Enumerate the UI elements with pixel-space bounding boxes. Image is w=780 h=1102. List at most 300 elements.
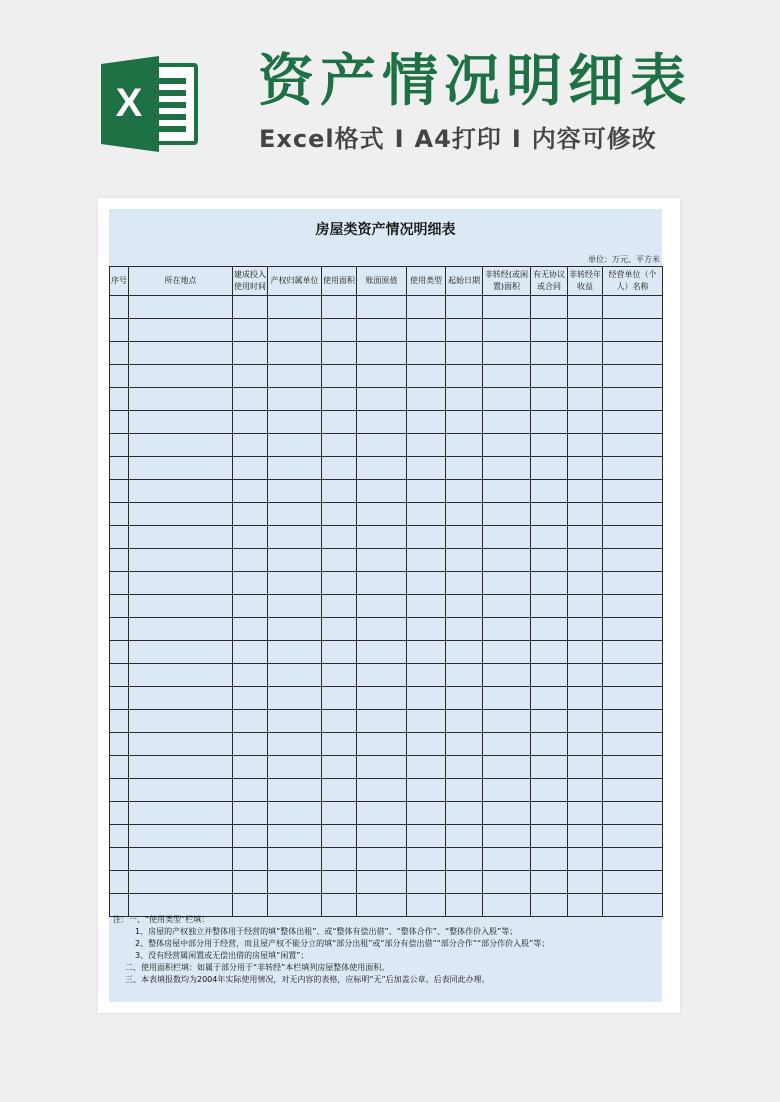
table-cell[interactable]: [407, 595, 446, 618]
table-cell[interactable]: [233, 871, 268, 894]
table-cell[interactable]: [129, 388, 233, 411]
table-cell[interactable]: [407, 848, 446, 871]
table-cell[interactable]: [110, 411, 129, 434]
table-cell[interactable]: [603, 549, 663, 572]
table-cell[interactable]: [531, 595, 568, 618]
table-cell[interactable]: [446, 549, 483, 572]
table-cell[interactable]: [568, 434, 603, 457]
table-cell[interactable]: [129, 503, 233, 526]
table-cell[interactable]: [483, 733, 531, 756]
table-cell[interactable]: [110, 871, 129, 894]
table-cell[interactable]: [483, 687, 531, 710]
table-cell[interactable]: [357, 434, 407, 457]
table-cell[interactable]: [531, 480, 568, 503]
table-cell[interactable]: [129, 549, 233, 572]
table-cell[interactable]: [446, 319, 483, 342]
table-cell[interactable]: [407, 526, 446, 549]
table-cell[interactable]: [483, 411, 531, 434]
table-cell[interactable]: [129, 871, 233, 894]
table-cell[interactable]: [268, 802, 322, 825]
table-cell[interactable]: [483, 595, 531, 618]
table-cell[interactable]: [268, 756, 322, 779]
table-cell[interactable]: [531, 802, 568, 825]
table-cell[interactable]: [268, 733, 322, 756]
table-cell[interactable]: [322, 687, 357, 710]
table-cell[interactable]: [603, 319, 663, 342]
table-cell[interactable]: [531, 641, 568, 664]
table-cell[interactable]: [407, 710, 446, 733]
table-cell[interactable]: [129, 618, 233, 641]
table-cell[interactable]: [446, 664, 483, 687]
table-cell[interactable]: [129, 319, 233, 342]
table-cell[interactable]: [357, 572, 407, 595]
table-cell[interactable]: [568, 572, 603, 595]
table-cell[interactable]: [322, 457, 357, 480]
table-cell[interactable]: [233, 572, 268, 595]
table-cell[interactable]: [446, 411, 483, 434]
table-cell[interactable]: [110, 296, 129, 319]
table-cell[interactable]: [233, 848, 268, 871]
table-cell[interactable]: [568, 411, 603, 434]
table-cell[interactable]: [407, 756, 446, 779]
table-cell[interactable]: [322, 411, 357, 434]
table-cell[interactable]: [407, 664, 446, 687]
table-cell[interactable]: [322, 549, 357, 572]
table-cell[interactable]: [603, 871, 663, 894]
table-cell[interactable]: [603, 365, 663, 388]
table-cell[interactable]: [129, 802, 233, 825]
table-cell[interactable]: [110, 618, 129, 641]
table-cell[interactable]: [603, 342, 663, 365]
table-cell[interactable]: [483, 296, 531, 319]
table-cell[interactable]: [483, 802, 531, 825]
table-cell[interactable]: [446, 802, 483, 825]
table-cell[interactable]: [357, 365, 407, 388]
table-cell[interactable]: [568, 319, 603, 342]
table-cell[interactable]: [357, 411, 407, 434]
table-cell[interactable]: [110, 480, 129, 503]
table-cell[interactable]: [322, 342, 357, 365]
table-cell[interactable]: [407, 411, 446, 434]
table-cell[interactable]: [110, 595, 129, 618]
table-cell[interactable]: [268, 710, 322, 733]
table-cell[interactable]: [483, 871, 531, 894]
table-cell[interactable]: [531, 779, 568, 802]
table-cell[interactable]: [446, 848, 483, 871]
table-cell[interactable]: [322, 365, 357, 388]
table-cell[interactable]: [233, 825, 268, 848]
table-cell[interactable]: [531, 710, 568, 733]
table-cell[interactable]: [110, 319, 129, 342]
table-cell[interactable]: [322, 871, 357, 894]
table-cell[interactable]: [603, 572, 663, 595]
table-cell[interactable]: [357, 641, 407, 664]
table-cell[interactable]: [268, 411, 322, 434]
table-cell[interactable]: [357, 457, 407, 480]
table-cell[interactable]: [110, 365, 129, 388]
table-cell[interactable]: [268, 641, 322, 664]
table-cell[interactable]: [129, 687, 233, 710]
table-cell[interactable]: [446, 641, 483, 664]
table-cell[interactable]: [129, 779, 233, 802]
table-cell[interactable]: [446, 595, 483, 618]
table-cell[interactable]: [483, 319, 531, 342]
table-cell[interactable]: [446, 296, 483, 319]
table-cell[interactable]: [233, 664, 268, 687]
table-cell[interactable]: [268, 572, 322, 595]
table-cell[interactable]: [407, 802, 446, 825]
table-cell[interactable]: [407, 457, 446, 480]
table-cell[interactable]: [357, 779, 407, 802]
table-cell[interactable]: [322, 825, 357, 848]
table-cell[interactable]: [322, 572, 357, 595]
table-cell[interactable]: [603, 503, 663, 526]
table-cell[interactable]: [531, 503, 568, 526]
table-cell[interactable]: [268, 319, 322, 342]
table-cell[interactable]: [110, 641, 129, 664]
table-cell[interactable]: [129, 572, 233, 595]
table-cell[interactable]: [357, 319, 407, 342]
table-cell[interactable]: [129, 457, 233, 480]
table-cell[interactable]: [233, 687, 268, 710]
table-cell[interactable]: [110, 779, 129, 802]
table-cell[interactable]: [446, 825, 483, 848]
table-cell[interactable]: [129, 411, 233, 434]
table-cell[interactable]: [407, 779, 446, 802]
table-cell[interactable]: [407, 480, 446, 503]
table-cell[interactable]: [357, 687, 407, 710]
table-cell[interactable]: [233, 480, 268, 503]
table-cell[interactable]: [568, 480, 603, 503]
table-cell[interactable]: [568, 710, 603, 733]
table-cell[interactable]: [603, 595, 663, 618]
table-cell[interactable]: [407, 503, 446, 526]
table-cell[interactable]: [603, 825, 663, 848]
table-cell[interactable]: [531, 457, 568, 480]
table-cell[interactable]: [110, 710, 129, 733]
table-cell[interactable]: [268, 388, 322, 411]
table-cell[interactable]: [322, 526, 357, 549]
table-cell[interactable]: [233, 434, 268, 457]
table-cell[interactable]: [322, 595, 357, 618]
table-cell[interactable]: [268, 434, 322, 457]
table-cell[interactable]: [233, 733, 268, 756]
table-cell[interactable]: [268, 825, 322, 848]
table-cell[interactable]: [446, 779, 483, 802]
table-cell[interactable]: [483, 503, 531, 526]
table-cell[interactable]: [322, 480, 357, 503]
table-cell[interactable]: [357, 871, 407, 894]
table-cell[interactable]: [407, 733, 446, 756]
table-cell[interactable]: [407, 572, 446, 595]
table-cell[interactable]: [357, 549, 407, 572]
table-cell[interactable]: [446, 503, 483, 526]
table-cell[interactable]: [357, 618, 407, 641]
table-cell[interactable]: [233, 641, 268, 664]
table-cell[interactable]: [407, 434, 446, 457]
table-cell[interactable]: [483, 618, 531, 641]
table-cell[interactable]: [483, 457, 531, 480]
table-cell[interactable]: [568, 296, 603, 319]
table-cell[interactable]: [129, 848, 233, 871]
table-cell[interactable]: [129, 641, 233, 664]
table-cell[interactable]: [603, 641, 663, 664]
table-cell[interactable]: [129, 342, 233, 365]
table-cell[interactable]: [110, 687, 129, 710]
table-cell[interactable]: [568, 825, 603, 848]
table-cell[interactable]: [446, 342, 483, 365]
table-cell[interactable]: [407, 825, 446, 848]
table-cell[interactable]: [110, 572, 129, 595]
table-cell[interactable]: [603, 296, 663, 319]
table-cell[interactable]: [322, 434, 357, 457]
table-cell[interactable]: [129, 365, 233, 388]
table-cell[interactable]: [483, 572, 531, 595]
table-cell[interactable]: [322, 319, 357, 342]
table-cell[interactable]: [483, 388, 531, 411]
table-cell[interactable]: [322, 664, 357, 687]
table-cell[interactable]: [531, 549, 568, 572]
table-cell[interactable]: [129, 296, 233, 319]
table-cell[interactable]: [129, 756, 233, 779]
table-cell[interactable]: [268, 296, 322, 319]
table-cell[interactable]: [357, 595, 407, 618]
table-cell[interactable]: [322, 296, 357, 319]
table-cell[interactable]: [531, 848, 568, 871]
table-cell[interactable]: [531, 664, 568, 687]
table-cell[interactable]: [268, 595, 322, 618]
table-cell[interactable]: [357, 526, 407, 549]
table-cell[interactable]: [446, 365, 483, 388]
table-cell[interactable]: [568, 641, 603, 664]
table-cell[interactable]: [603, 848, 663, 871]
table-cell[interactable]: [407, 319, 446, 342]
table-cell[interactable]: [531, 342, 568, 365]
table-cell[interactable]: [129, 664, 233, 687]
table-cell[interactable]: [603, 733, 663, 756]
table-cell[interactable]: [603, 434, 663, 457]
table-cell[interactable]: [568, 802, 603, 825]
table-cell[interactable]: [233, 388, 268, 411]
table-cell[interactable]: [322, 733, 357, 756]
table-cell[interactable]: [357, 710, 407, 733]
table-cell[interactable]: [568, 756, 603, 779]
table-cell[interactable]: [357, 388, 407, 411]
table-cell[interactable]: [603, 457, 663, 480]
table-cell[interactable]: [603, 526, 663, 549]
table-cell[interactable]: [531, 618, 568, 641]
table-cell[interactable]: [483, 365, 531, 388]
table-cell[interactable]: [233, 296, 268, 319]
table-cell[interactable]: [357, 480, 407, 503]
table-cell[interactable]: [322, 503, 357, 526]
table-cell[interactable]: [407, 342, 446, 365]
table-cell[interactable]: [268, 342, 322, 365]
table-cell[interactable]: [568, 848, 603, 871]
table-cell[interactable]: [483, 710, 531, 733]
table-cell[interactable]: [322, 641, 357, 664]
table-cell[interactable]: [268, 503, 322, 526]
table-cell[interactable]: [110, 802, 129, 825]
table-cell[interactable]: [357, 342, 407, 365]
table-cell[interactable]: [407, 618, 446, 641]
table-cell[interactable]: [603, 710, 663, 733]
table-cell[interactable]: [233, 779, 268, 802]
table-cell[interactable]: [568, 503, 603, 526]
table-cell[interactable]: [483, 526, 531, 549]
table-cell[interactable]: [531, 388, 568, 411]
table-cell[interactable]: [110, 342, 129, 365]
table-cell[interactable]: [603, 480, 663, 503]
table-cell[interactable]: [110, 526, 129, 549]
table-cell[interactable]: [568, 687, 603, 710]
table-cell[interactable]: [268, 848, 322, 871]
table-cell[interactable]: [446, 434, 483, 457]
table-cell[interactable]: [531, 687, 568, 710]
table-cell[interactable]: [568, 342, 603, 365]
table-cell[interactable]: [531, 733, 568, 756]
table-cell[interactable]: [531, 756, 568, 779]
table-cell[interactable]: [568, 457, 603, 480]
table-cell[interactable]: [233, 595, 268, 618]
table-cell[interactable]: [233, 342, 268, 365]
table-cell[interactable]: [357, 848, 407, 871]
table-cell[interactable]: [603, 411, 663, 434]
table-cell[interactable]: [446, 572, 483, 595]
table-cell[interactable]: [268, 687, 322, 710]
table-cell[interactable]: [357, 733, 407, 756]
table-cell[interactable]: [322, 756, 357, 779]
table-cell[interactable]: [446, 388, 483, 411]
table-cell[interactable]: [322, 848, 357, 871]
table-cell[interactable]: [407, 641, 446, 664]
table-cell[interactable]: [268, 871, 322, 894]
table-cell[interactable]: [129, 595, 233, 618]
table-cell[interactable]: [129, 710, 233, 733]
table-cell[interactable]: [407, 549, 446, 572]
table-cell[interactable]: [603, 664, 663, 687]
table-cell[interactable]: [357, 503, 407, 526]
table-cell[interactable]: [483, 342, 531, 365]
table-cell[interactable]: [483, 549, 531, 572]
table-cell[interactable]: [268, 457, 322, 480]
table-cell[interactable]: [407, 871, 446, 894]
table-cell[interactable]: [531, 871, 568, 894]
table-cell[interactable]: [233, 756, 268, 779]
table-cell[interactable]: [129, 733, 233, 756]
table-cell[interactable]: [407, 687, 446, 710]
table-cell[interactable]: [268, 549, 322, 572]
table-cell[interactable]: [233, 549, 268, 572]
table-cell[interactable]: [483, 641, 531, 664]
table-cell[interactable]: [446, 733, 483, 756]
table-cell[interactable]: [603, 802, 663, 825]
table-cell[interactable]: [233, 365, 268, 388]
table-cell[interactable]: [110, 825, 129, 848]
table-cell[interactable]: [483, 825, 531, 848]
table-cell[interactable]: [110, 388, 129, 411]
table-cell[interactable]: [357, 802, 407, 825]
table-cell[interactable]: [357, 296, 407, 319]
table-cell[interactable]: [129, 825, 233, 848]
table-cell[interactable]: [129, 526, 233, 549]
table-cell[interactable]: [603, 388, 663, 411]
table-cell[interactable]: [110, 503, 129, 526]
table-cell[interactable]: [531, 319, 568, 342]
table-cell[interactable]: [531, 365, 568, 388]
table-cell[interactable]: [483, 480, 531, 503]
table-cell[interactable]: [446, 687, 483, 710]
table-cell[interactable]: [483, 664, 531, 687]
table-cell[interactable]: [483, 779, 531, 802]
table-cell[interactable]: [483, 434, 531, 457]
table-cell[interactable]: [233, 526, 268, 549]
table-cell[interactable]: [603, 779, 663, 802]
table-cell[interactable]: [233, 710, 268, 733]
table-cell[interactable]: [603, 618, 663, 641]
table-cell[interactable]: [233, 503, 268, 526]
table-cell[interactable]: [483, 756, 531, 779]
table-cell[interactable]: [531, 296, 568, 319]
table-cell[interactable]: [568, 779, 603, 802]
table-cell[interactable]: [568, 388, 603, 411]
table-cell[interactable]: [110, 549, 129, 572]
table-cell[interactable]: [268, 480, 322, 503]
table-cell[interactable]: [357, 825, 407, 848]
table-cell[interactable]: [129, 480, 233, 503]
table-cell[interactable]: [322, 779, 357, 802]
table-cell[interactable]: [268, 664, 322, 687]
table-cell[interactable]: [568, 595, 603, 618]
table-cell[interactable]: [322, 388, 357, 411]
table-cell[interactable]: [322, 802, 357, 825]
table-cell[interactable]: [268, 365, 322, 388]
table-cell[interactable]: [446, 871, 483, 894]
table-cell[interactable]: [531, 825, 568, 848]
table-cell[interactable]: [110, 733, 129, 756]
table-cell[interactable]: [407, 388, 446, 411]
table-cell[interactable]: [446, 710, 483, 733]
table-cell[interactable]: [568, 664, 603, 687]
table-cell[interactable]: [446, 526, 483, 549]
table-cell[interactable]: [233, 802, 268, 825]
table-cell[interactable]: [446, 480, 483, 503]
table-cell[interactable]: [110, 756, 129, 779]
table-cell[interactable]: [568, 618, 603, 641]
table-cell[interactable]: [407, 365, 446, 388]
table-cell[interactable]: [568, 526, 603, 549]
table-cell[interactable]: [233, 618, 268, 641]
table-cell[interactable]: [110, 664, 129, 687]
table-cell[interactable]: [603, 756, 663, 779]
table-cell[interactable]: [531, 526, 568, 549]
table-cell[interactable]: [357, 756, 407, 779]
table-cell[interactable]: [483, 848, 531, 871]
table-cell[interactable]: [568, 733, 603, 756]
table-cell[interactable]: [568, 365, 603, 388]
table-cell[interactable]: [268, 526, 322, 549]
table-cell[interactable]: [110, 848, 129, 871]
table-cell[interactable]: [322, 710, 357, 733]
table-cell[interactable]: [357, 664, 407, 687]
table-cell[interactable]: [129, 434, 233, 457]
table-cell[interactable]: [110, 457, 129, 480]
table-cell[interactable]: [603, 687, 663, 710]
table-cell[interactable]: [268, 618, 322, 641]
table-cell[interactable]: [233, 411, 268, 434]
table-cell[interactable]: [446, 618, 483, 641]
table-cell[interactable]: [568, 549, 603, 572]
